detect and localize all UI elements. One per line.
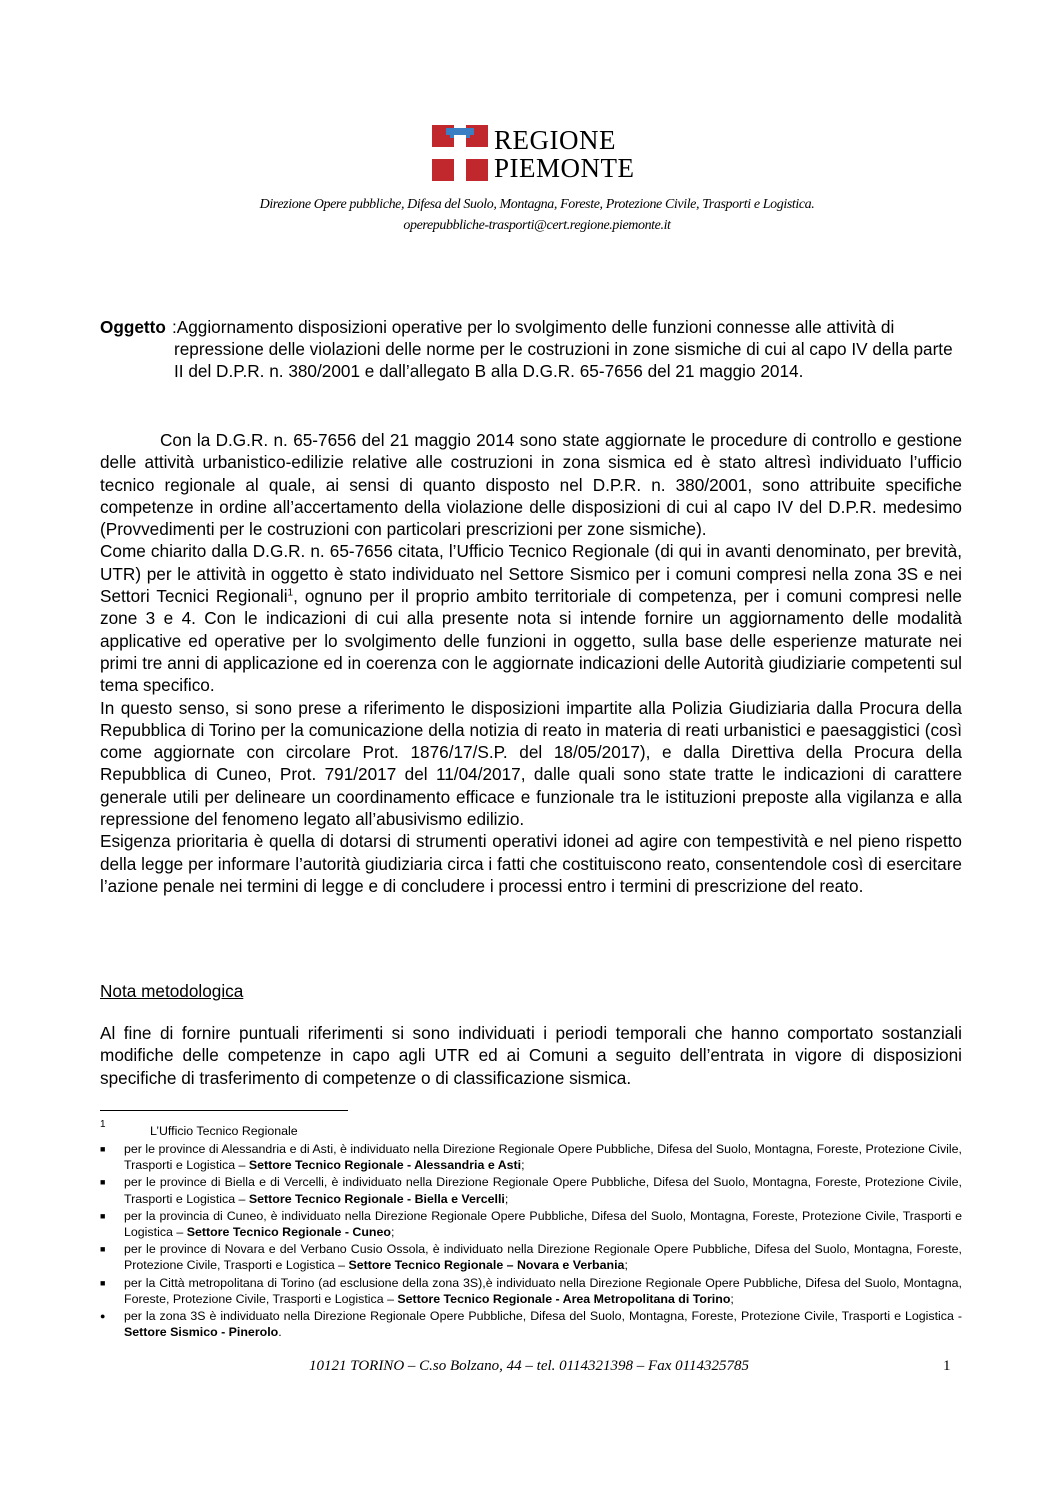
subject-label: Oggetto bbox=[100, 317, 166, 337]
footnote-item-office: Settore Tecnico Regionale - Alessandria e Asti bbox=[248, 1158, 522, 1173]
footnote-item-end: . bbox=[278, 1325, 282, 1340]
section-title-nota: Nota metodologica bbox=[100, 981, 244, 1001]
footnote-divider bbox=[100, 1110, 348, 1111]
footnote-item-end: ; bbox=[521, 1158, 525, 1173]
paragraph-3: In questo senso, si sono prese a riferimento le disposizioni impartite alla Polizia Giudiziaria dalla Procura della Repubblica di Torino per la comunicazione della notizia di reato in materia di reati urbanistici e paesaggistici (così come aggiornate con circolare Prot. 1876/17/S.P. del 18/05/2017), e dalla Direttiva della Procura della Repubblica di Cuneo, Prot. 791/2017 del 11/04/2017, dalle quali sono state tratte le indicazioni di carattere generale utili per delineare un coordinamento efficace e funzionale tra le istituzioni preposte alla vigilanza e alla repressione del fenomeno legato all’abusivismo edilizio. bbox=[100, 697, 962, 830]
bullet-icon: ■ bbox=[100, 1244, 106, 1255]
footnote-header bbox=[100, 1117, 962, 1141]
footnote-item bbox=[100, 1241, 962, 1273]
piemonte-emblem-icon bbox=[432, 125, 488, 181]
footnote-item bbox=[100, 1308, 962, 1340]
bullet-icon: ● bbox=[100, 1311, 106, 1322]
body-text bbox=[100, 429, 962, 897]
footnote-item-end: ; bbox=[504, 1191, 509, 1206]
footnote-item-office: Settore Sismico - Pinerolo bbox=[124, 1325, 279, 1340]
footnote-item-office: Settore Tecnico Regionale - Area Metropolitana di Torino bbox=[397, 1291, 731, 1306]
subject-text: :Aggiornamento disposizioni operative per lo svolgimento delle funzioni connesse alle attività di repressione delle violazioni delle norme per le costruzioni in zone sismiche di cui al capo IV della parte II del D.P.R. n. 380/2001 e dall’allegato B alla D.G.R. 65-7656 del 21 maggio 2014. bbox=[172, 317, 953, 381]
nota-paragraph: Al fine di fornire puntuali riferimenti si sono individuati i periodi temporali che hanno comportato sostanziali modifiche delle competenze in capo agli UTR ed ai Comuni a seguito dell’entrata in vigore di disposizioni specifiche di trasferimento di competenze o di classificazione sismica. bbox=[100, 1023, 962, 1088]
footnote-item-text: per le province di Novara e del Verbano Cusio Ossola, è individuato nella Direzione Regionale Opere Pubbliche, Difesa del Suolo, Montagna, Foreste, Protezione Civile, Trasporti e Logistica – bbox=[124, 1242, 962, 1273]
footnote-title: L’Ufficio Tecnico Regionale bbox=[150, 1124, 298, 1138]
paragraph-4: Esigenza prioritaria è quella di dotarsi di strumenti operativi idonei ad agire con tempestività e nel pieno rispetto della legge per informare l’autorità giudiziaria circa i fatti che costituiscono reato, consentendole così di esercitare l’azione penale nei termini di legge e di concludere i processi entro i termini di prescrizione del reato. bbox=[100, 831, 962, 896]
footnote-item-office: Settore Tecnico Regionale - Cuneo bbox=[186, 1225, 391, 1240]
paragraph-2 bbox=[100, 540, 962, 696]
footnote-item bbox=[100, 1141, 962, 1173]
page-number: 1 bbox=[943, 1358, 951, 1374]
footnote-item bbox=[100, 1208, 962, 1240]
footnote-item-text: per la Città metropolitana di Torino (ad esclusione della zona 3S),è individuato nella Direzione Regionale Opere Pubbliche, Difesa del Suolo, Montagna, Foreste, Protezione Civile, Trasporti e Logistica – bbox=[124, 1275, 962, 1306]
bullet-icon: ■ bbox=[100, 1144, 106, 1154]
footnote-item bbox=[100, 1275, 962, 1307]
paragraph-1: Con la D.G.R. n. 65-7656 del 21 maggio 2014 sono state aggiornate le procedure di controllo e gestione delle attività urbanistico-edilizie relative alle costruzioni in zona sismica ed è stato altresì individuato l’ufficio tecnico regionale al quale, ai sensi di quanto disposto nel D.P.R. n. 380/2001, sono attribuite specifiche competenze in ordine all’accertamento della violazione delle disposizioni di cui al capo IV del D.P.R. medesimo (Provvedimenti per le costruzioni con particolari prescrizioni per zone sismiche). bbox=[100, 430, 962, 540]
bullet-icon: ■ bbox=[100, 1177, 106, 1188]
logo-line-1: REGIONE bbox=[494, 125, 616, 155]
nota-text bbox=[100, 1022, 962, 1089]
paragraph-2-part-a: Come chiarito dalla D.G.R. n. 65-7656 citata, l’Ufficio Tecnico Regionale (di qui in avanti denominato, per brevità, UTR) per le attività in oggetto è stato individuato nel Settore Sismico per i comuni compresi nella zona 3S e nei Settori Tecnici Regionali bbox=[100, 541, 962, 607]
footnote-item-office: Settore Tecnico Regionale – Novara e Verbania bbox=[348, 1258, 625, 1273]
footnote-reference[interactable]: 1 bbox=[287, 587, 294, 599]
department-name: Direzione Opere pubbliche, Difesa del Suolo, Montagna, Foreste, Protezione Civile, Trasporti e Logistica. bbox=[259, 197, 815, 212]
footer-address: 10121 TORINO – C.so Bolzano, 44 – tel. 0114321398 – Fax 0114325785 bbox=[309, 1358, 749, 1374]
footnote-item-end: ; bbox=[390, 1225, 395, 1240]
footnote-item bbox=[100, 1174, 962, 1206]
footnote-item-text: per la zona 3S è individuato nella Direzione Regionale Opere Pubbliche, Difesa del Suolo, Montagna, Foreste, Protezione Civile, Trasporti e Logistica - bbox=[124, 1309, 962, 1324]
department-email[interactable]: operepubbliche-trasporti@cert.regione.piemonte.it bbox=[403, 218, 671, 233]
footnote-item-text: per la provincia di Cuneo, è individuato nella Direzione Regionale Opere Pubbliche, Difesa del Suolo, Montagna, Foreste, Protezione Civile, Trasporti e Logistica – bbox=[124, 1208, 962, 1240]
footnote-item-end: ; bbox=[624, 1258, 628, 1273]
footnotes bbox=[100, 1117, 962, 1341]
footnote-item-text: per le province di Alessandria e di Asti, è individuato nella Direzione Regionale Opere Pubbliche, Difesa del Suolo, Montagna, Foreste, Protezione Civile, Trasporti e Logistica – bbox=[124, 1142, 962, 1173]
paragraph-2-part-b: , ognuno per il proprio ambito territoriale di competenza, per i comuni compresi nelle zone 3 e 4. Con le indicazioni di cui alla presente nota si intende fornire un aggiornamento delle modalità applicative ed operative per lo svolgimento delle funzioni in oggetto, sulla base delle esperienze maturate nei primi tre anni di applicazione ed in coerenza con le aggiornate indicazioni delle Autorità giudiziarie competenti sul tema specifico. bbox=[100, 586, 962, 696]
bullet-icon: ■ bbox=[100, 1277, 106, 1288]
bullet-icon: ■ bbox=[100, 1210, 106, 1221]
footnote-list bbox=[100, 1141, 962, 1340]
footnote-item-end: ; bbox=[730, 1291, 734, 1306]
logo-line-2: PIEMONTE bbox=[494, 153, 635, 183]
regione-piemonte-logo bbox=[432, 125, 635, 185]
footnote-item-office: Settore Tecnico Regionale - Biella e Vercelli bbox=[248, 1191, 505, 1206]
footnote-number: 1 bbox=[100, 1119, 106, 1130]
footnote-item-text: per le province di Biella e di Vercelli, è individuato nella Direzione Regionale Opere Pubbliche, Difesa del Suolo, Montagna, Foreste, Protezione Civile, Trasporti e Logistica – bbox=[124, 1175, 962, 1206]
